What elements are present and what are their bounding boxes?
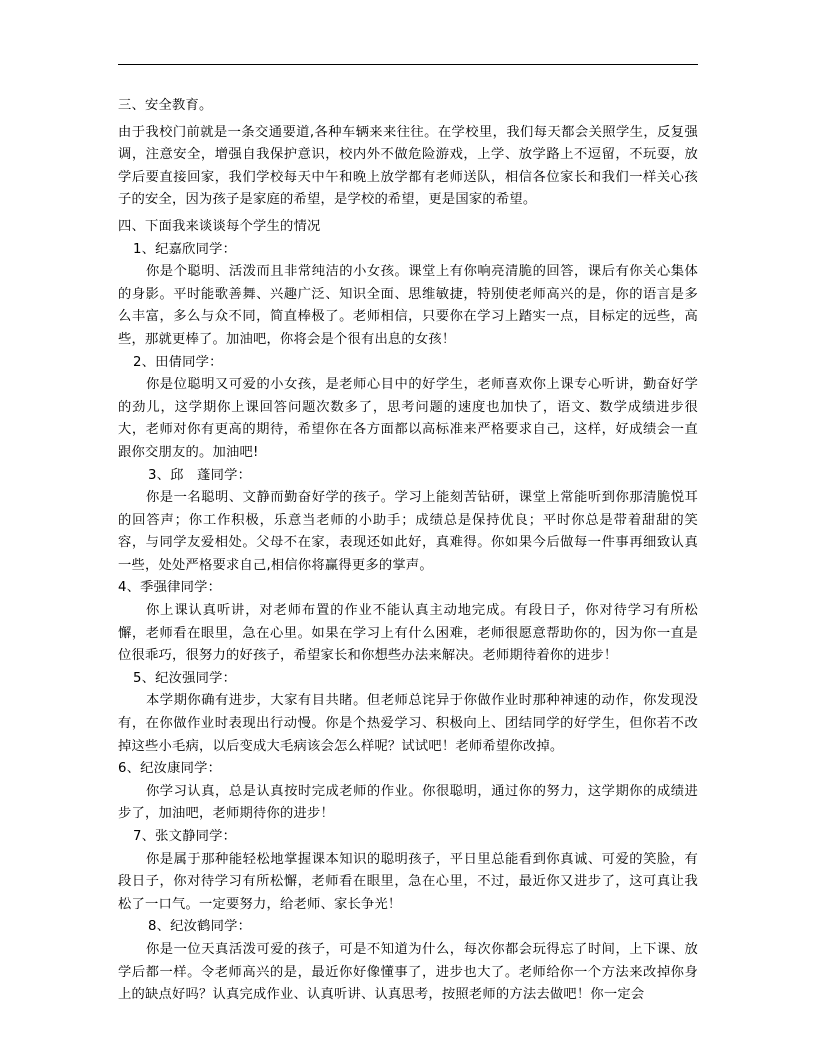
document-body bbox=[118, 95, 698, 1007]
student-comment: 你上课认真听讲，对老师布置的作业不能认真主动地完成。有段日子，你对待学习有所松懈，老师看在眼里，急在心里。如果在学习上有什么困难，老师很愿意帮助你的，因为你一直是位很乖巧，很努力的好孩子，希望家长和你想些办法来解决。老师期待着你的进步！ bbox=[118, 603, 698, 664]
header-rule bbox=[118, 64, 698, 65]
student-label: 6、纪汝康同学： bbox=[118, 761, 222, 777]
student-label: 3、邱 蓬同学： bbox=[148, 467, 252, 483]
student-label: 7、张文静同学： bbox=[133, 829, 237, 844]
section-heading-students: 四、下面我来谈谈每个学生的情况 bbox=[118, 218, 321, 234]
student-label: 4、季强律同学： bbox=[118, 580, 222, 596]
student-label: 8、纪汝鹤同学： bbox=[148, 919, 252, 935]
student-comment: 你是属于那种能轻松地掌握课本知识的聪明孩子，平日里总能看到你真诚、可爱的笑脸，有段日子，你对待学习有所松懈，老师看在眼里，急在心里，不过，最近你又进步了，这可真让我松了一口气。一定要努力，给老师、家长争光！ bbox=[118, 851, 698, 912]
student-label: 1、纪嘉欣同学： bbox=[133, 241, 237, 257]
student-comment: 你是个聪明、活泼而且非常纯洁的小女孩。课堂上有你响亮清脆的回答，课后有你关心集体的身影。平时能歌善舞、兴趣广泛、知识全面、思维敏捷，特别使老师高兴的是，你的语言是多么丰富，多么与众不同，简直棒极了。老师相信，只要你在学习上踏实一点，目标定的远些，高些，那就更棒了。加油吧，你将会是个很有出息的女孩！ bbox=[118, 264, 698, 347]
student-comment: 本学期你确有进步，大家有目共睹。但老师总诧异于你做作业时那种神速的动作，你发现没有，在你做作业时表现出行动慢。你是个热爱学习、积极向上、团结同学的好学生，但你若不改掉这些小毛病，以后变成大毛病该会怎么样呢？试试吧！老师希望你改掉。 bbox=[118, 693, 698, 754]
section-body-safety: 由于我校门前就是一条交通要道,各种车辆来来往往。在学校里，我们每天都会关照学生，反复强调，注意安全，增强自我保护意识，校内外不做危险游戏，上学、放学路上不逗留，不玩耍，放学后要直接回家，我们学校每天中午和晚上放学都有老师送队，相信各位家长和我们一样关心孩子的安全，因为孩子是家庭的希望，是学校的希望，更是国家的希望。 bbox=[118, 124, 698, 208]
section-heading-safety: 三、安全教育。 bbox=[118, 98, 213, 113]
student-comment: 你是一名聪明、文静而勤奋好学的孩子。学习上能刻苦钻研，课堂上常能听到你那清脆悦耳的回答声；你工作积极，乐意当老师的小助手；成绩总是保持优良；平时你总是带着甜甜的笑容，与同学友爱相处。父母不在家，表现还如此好，真难得。你如果今后做每一件事再细致认真一些，处处严格要求自己,相信你将赢得更多的掌声。 bbox=[118, 490, 698, 573]
student-comment: 你是位聪明又可爱的小女孩，是老师心目中的好学生，老师喜欢你上课专心听讲，勤奋好学的劲儿，这学期你上课回答问题次数多了，思考问题的速度也加快了，语文、数学成绩进步很大，老师对你有更高的期待，希望你在各方面都以高标准来严格要求自己，这样，好成绩会一直跟你交朋友的。加油吧! bbox=[118, 377, 698, 460]
student-comment: 你是一位天真活泼可爱的孩子，可是不知道为什么，每次你都会玩得忘了时间，上下课、放学后都一样。令老师高兴的是，最近你好像懂事了，进步也大了。老师给你一个方法来改掉你身上的缺点好吗？认真完成作业、认真听讲、认真思考，按照老师的方法去做吧！你一定会 bbox=[118, 941, 698, 1003]
student-label: 5、纪汝强同学： bbox=[133, 670, 237, 686]
student-label: 2、田倩同学： bbox=[133, 354, 223, 370]
student-comment: 你学习认真，总是认真按时完成老师的作业。你很聪明，通过你的努力，这学期你的成绩进步了，加油吧，老师期待你的进步！ bbox=[118, 783, 698, 822]
